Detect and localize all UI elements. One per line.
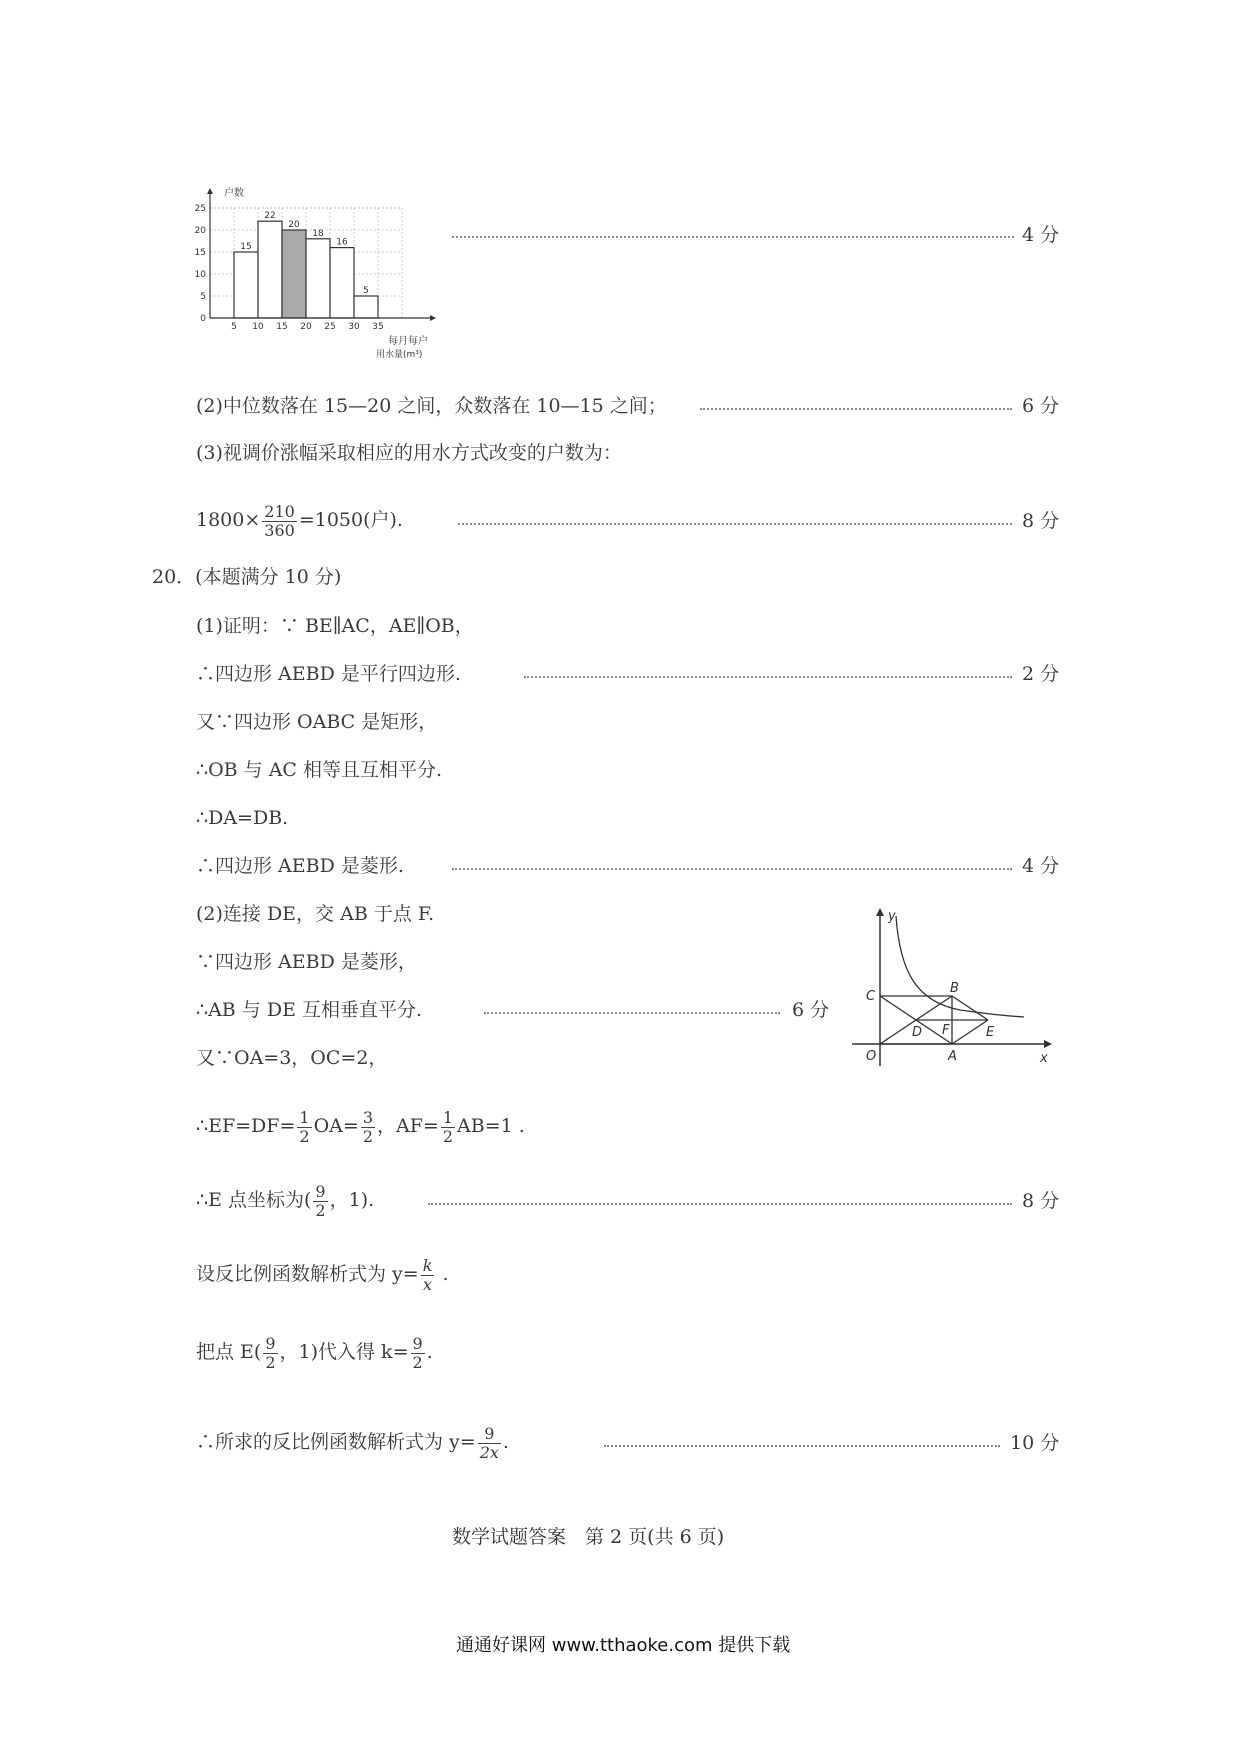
frac-den: 2 — [299, 1126, 310, 1146]
q20-line-1: (1)证明：∵ BE∥AC，AE∥OB， — [196, 615, 474, 637]
calc-result: =1050(户). — [298, 509, 403, 531]
q19-part3: (3)视调价涨幅采取相应的用水方式改变的户数为： — [196, 442, 622, 464]
q20-line-15 — [196, 1420, 509, 1464]
dot-leader — [458, 523, 1012, 525]
x-tick-label: 35 — [372, 322, 384, 332]
histogram-bars — [234, 211, 378, 318]
y-tick-label: 15 — [194, 248, 206, 258]
text-segment: . — [502, 1431, 509, 1453]
frac-num: 1 — [442, 1107, 454, 1127]
frac-den: x — [423, 1274, 433, 1294]
q20-line-14 — [196, 1330, 433, 1374]
dot-leader — [524, 676, 1012, 678]
fraction-9-2 — [411, 1335, 425, 1372]
score-4-a: 4 分 — [1022, 224, 1060, 246]
fraction-210-360 — [262, 503, 297, 540]
site-credit: 通通好课网 www.tthaoke.com 提供下载 — [456, 1635, 791, 1656]
label-y: y — [888, 909, 896, 924]
q19-calc — [196, 498, 403, 542]
q20-line-3: 又∵四边形 OABC 是矩形， — [196, 711, 438, 733]
q20-line-10: 又∵OA=3，OC=2， — [196, 1047, 388, 1069]
frac-num: 1 — [299, 1107, 310, 1127]
segment-BE — [952, 996, 988, 1020]
score-10: 10 分 — [1010, 1432, 1060, 1454]
fraction-9-2x — [478, 1425, 501, 1462]
histogram-bar — [234, 252, 258, 318]
frac-den: 2 — [362, 1126, 373, 1146]
bar-value-label: 20 — [288, 220, 300, 230]
y-axis-arrow — [207, 188, 213, 194]
x-axis-arrow — [1044, 1040, 1052, 1048]
text-segment: OA= — [313, 1115, 359, 1137]
label-A: A — [948, 1049, 957, 1064]
y-tick-label: 25 — [194, 204, 206, 214]
segment-AE — [952, 1020, 988, 1044]
y-tick-label: 10 — [194, 270, 206, 280]
score-8-a: 8 分 — [1022, 510, 1060, 532]
histogram-xlabel-line2: 用水量(m³) — [376, 350, 423, 360]
q20-line-6: ∴四边形 AEBD 是菱形. — [196, 855, 404, 877]
q20-line-11 — [196, 1104, 525, 1148]
dot-leader — [604, 1445, 1000, 1447]
dot-leader — [700, 408, 1012, 410]
bar-value-label: 22 — [264, 211, 276, 222]
text-segment: ，AF= — [377, 1115, 439, 1137]
text-segment: 把点 E( — [196, 1341, 262, 1363]
fraction-9-2 — [263, 1335, 277, 1372]
x-tick-label: 10 — [252, 322, 264, 332]
histogram-bar — [282, 230, 306, 318]
label-E: E — [986, 1025, 995, 1040]
text-segment: ∴E 点坐标为( — [196, 1189, 312, 1211]
q20-line-7: (2)连接 DE，交 AB 于点 F. — [196, 903, 435, 925]
score-4-b: 4 分 — [1022, 855, 1060, 877]
histogram-bar — [306, 239, 330, 318]
bar-value-label: 18 — [312, 228, 324, 239]
x-tick-label: 15 — [276, 322, 288, 332]
frac-num: 3 — [362, 1107, 373, 1127]
q20-line-9: ∴AB 与 DE 互相垂直平分. — [196, 999, 423, 1021]
dot-leader — [484, 1012, 780, 1014]
q20-line-13 — [196, 1252, 449, 1296]
fraction-1-2 — [297, 1109, 311, 1146]
frac-num: 210 — [264, 501, 295, 521]
text-segment: ∴EF=DF= — [196, 1115, 296, 1137]
label-F: F — [942, 1023, 950, 1038]
page-footer: 数学试题答案 第 2 页(共 6 页) — [452, 1526, 725, 1548]
fraction-9-2 — [313, 1183, 327, 1220]
q20-heading: 20．(本题满分 10 分) — [152, 566, 342, 588]
label-O: O — [866, 1049, 877, 1064]
frac-den: 2 — [265, 1352, 276, 1372]
label-B: B — [950, 981, 959, 996]
frac-num: 9 — [478, 1425, 501, 1444]
frac-den: 2 — [315, 1200, 326, 1220]
dot-leader — [452, 868, 1012, 870]
text-segment: . — [436, 1263, 449, 1285]
y-axis-arrow — [876, 908, 884, 916]
histogram-ylabel: 户数 — [224, 188, 244, 199]
frac-den: 2 — [412, 1352, 423, 1372]
score-8-b: 8 分 — [1022, 1190, 1060, 1212]
fraction-k-x — [421, 1257, 435, 1294]
frac-den: 360 — [264, 520, 295, 540]
bar-value-label: 15 — [240, 242, 252, 252]
x-tick-label: 30 — [348, 322, 360, 332]
histogram-xlabel-line1: 每月每户 — [388, 336, 428, 347]
x-tick-label: 20 — [300, 322, 312, 332]
fraction-3-2 — [361, 1109, 375, 1146]
q20-line-4: ∴OB 与 AC 相等且互相平分. — [196, 759, 443, 781]
frac-num: k — [422, 1255, 433, 1275]
label-D: D — [912, 1025, 923, 1040]
text-segment: ，1)代入得 k= — [279, 1341, 409, 1363]
frac-num: 9 — [265, 1333, 276, 1353]
x-tick-label: 25 — [324, 322, 336, 332]
dot-leader — [428, 1203, 1012, 1205]
text-segment: AB=1 . — [457, 1115, 525, 1137]
q19-part2: (2)中位数落在 15—20 之间，众数落在 10—15 之间； — [196, 395, 667, 417]
label-x: x — [1040, 1051, 1048, 1066]
text-segment: ，1). — [329, 1189, 375, 1211]
q20-line-8: ∵四边形 AEBD 是菱形， — [196, 951, 417, 973]
score-2: 2 分 — [1022, 663, 1060, 685]
score-6-b: 6 分 — [792, 999, 830, 1021]
bar-value-label: 5 — [363, 286, 369, 296]
q20-line-5: ∴DA=DB. — [196, 807, 289, 829]
text-segment: . — [426, 1341, 433, 1363]
text-segment: ∴所求的反比例函数解析式为 y= — [196, 1431, 476, 1453]
y-tick-label: 20 — [194, 226, 206, 236]
histogram-chart — [180, 180, 460, 360]
y-tick-label: 0 — [200, 314, 206, 324]
y-tick-label: 5 — [200, 292, 206, 302]
histogram-bar — [354, 296, 378, 318]
bar-value-label: 16 — [336, 237, 348, 248]
frac-num: 9 — [315, 1181, 326, 1201]
label-C: C — [866, 989, 876, 1004]
frac-den: 2 — [442, 1126, 454, 1146]
text-segment: 设反比例函数解析式为 y= — [196, 1263, 419, 1285]
q20-line-12 — [196, 1178, 374, 1222]
coordinate-diagram — [848, 904, 1054, 1070]
score-6-a: 6 分 — [1022, 395, 1060, 417]
calc-prefix: 1800× — [196, 509, 261, 531]
histogram-bar — [258, 221, 282, 318]
frac-den: 2x — [479, 1442, 499, 1462]
x-tick-label: 5 — [231, 322, 237, 332]
q20-line-2: ∴四边形 AEBD 是平行四边形. — [196, 663, 461, 685]
histogram-bar — [330, 248, 354, 318]
fraction-1-2 — [441, 1109, 455, 1146]
frac-num: 9 — [412, 1333, 423, 1353]
dot-leader — [452, 236, 1014, 238]
x-axis-arrow — [430, 315, 436, 321]
